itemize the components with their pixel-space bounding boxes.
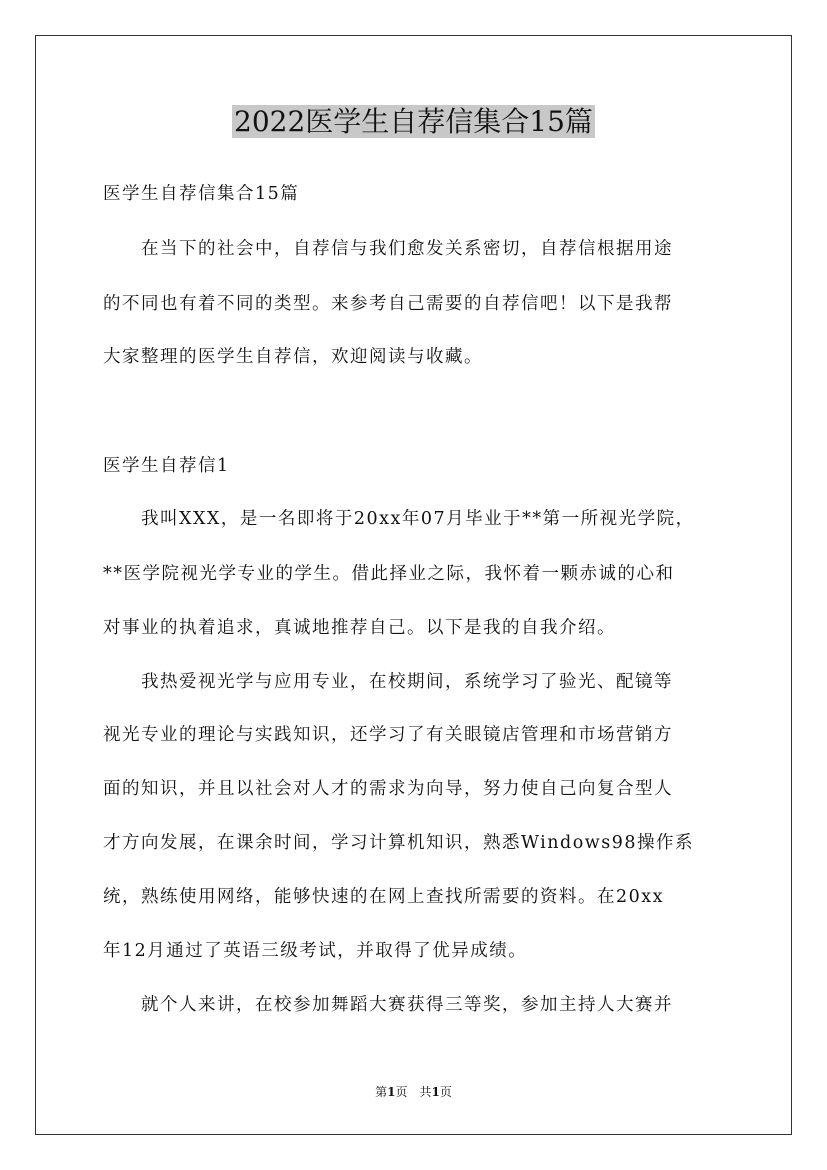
- paragraph-line: 面的知识，并且以社会对人才的需求为向导，努力使自己向复合型人: [103, 779, 673, 799]
- document-title: [0, 100, 827, 144]
- paragraph-line: 我热爱视光学与应用专业，在校期间，系统学习了验光、配镜等: [103, 672, 673, 692]
- page-prefix: 第: [375, 1085, 388, 1099]
- document-title-text: 2022医学生自荐信集合15篇: [234, 105, 593, 138]
- paragraph-line: 视光专业的理论与实践知识，还学习了有关眼镜店管理和市场营销方: [103, 725, 673, 745]
- paragraph-line: 我叫XXX，是一名即将于20xx年07月毕业于**第一所视光学院，: [103, 509, 695, 529]
- section-heading: 医学生自荐信1: [103, 456, 230, 476]
- page-middle: 页 共: [395, 1085, 432, 1099]
- paragraph-line: 就个人来讲，在校参加舞蹈大赛获得三等奖，参加主持人大赛并: [103, 995, 673, 1015]
- paragraph-line: 大家整理的医学生自荐信，欢迎阅读与收藏。: [103, 347, 483, 367]
- paragraph-line: 在当下的社会中，自荐信与我们愈发关系密切，自荐信根据用途: [103, 239, 673, 259]
- page-footer: [0, 1082, 827, 1102]
- paragraph-line: 的不同也有着不同的类型。来参考自己需要的自荐信吧！以下是我帮: [103, 294, 673, 314]
- paragraph-line: 统，熟练使用网络，能够快速的在网上查找所需要的资料。在20xx: [103, 887, 665, 907]
- paragraph-line: **医学院视光学专业的学生。借此择业之际，我怀着一颗赤诚的心和: [103, 564, 675, 584]
- page-total: 1: [431, 1085, 440, 1099]
- paragraph-line: 才方向发展，在课余时间，学习计算机知识，熟悉Windows98操作系: [103, 833, 695, 853]
- paragraph-line: 年12月通过了英语三级考试，并取得了优异成绩。: [103, 941, 528, 961]
- page-current: 1: [387, 1085, 396, 1099]
- paragraph-line: 对事业的执着追求，真诚地推荐自己。以下是我的自我介绍。: [103, 618, 616, 638]
- section-heading: 医学生自荐信集合15篇: [103, 184, 300, 204]
- page-suffix: 页: [439, 1085, 452, 1099]
